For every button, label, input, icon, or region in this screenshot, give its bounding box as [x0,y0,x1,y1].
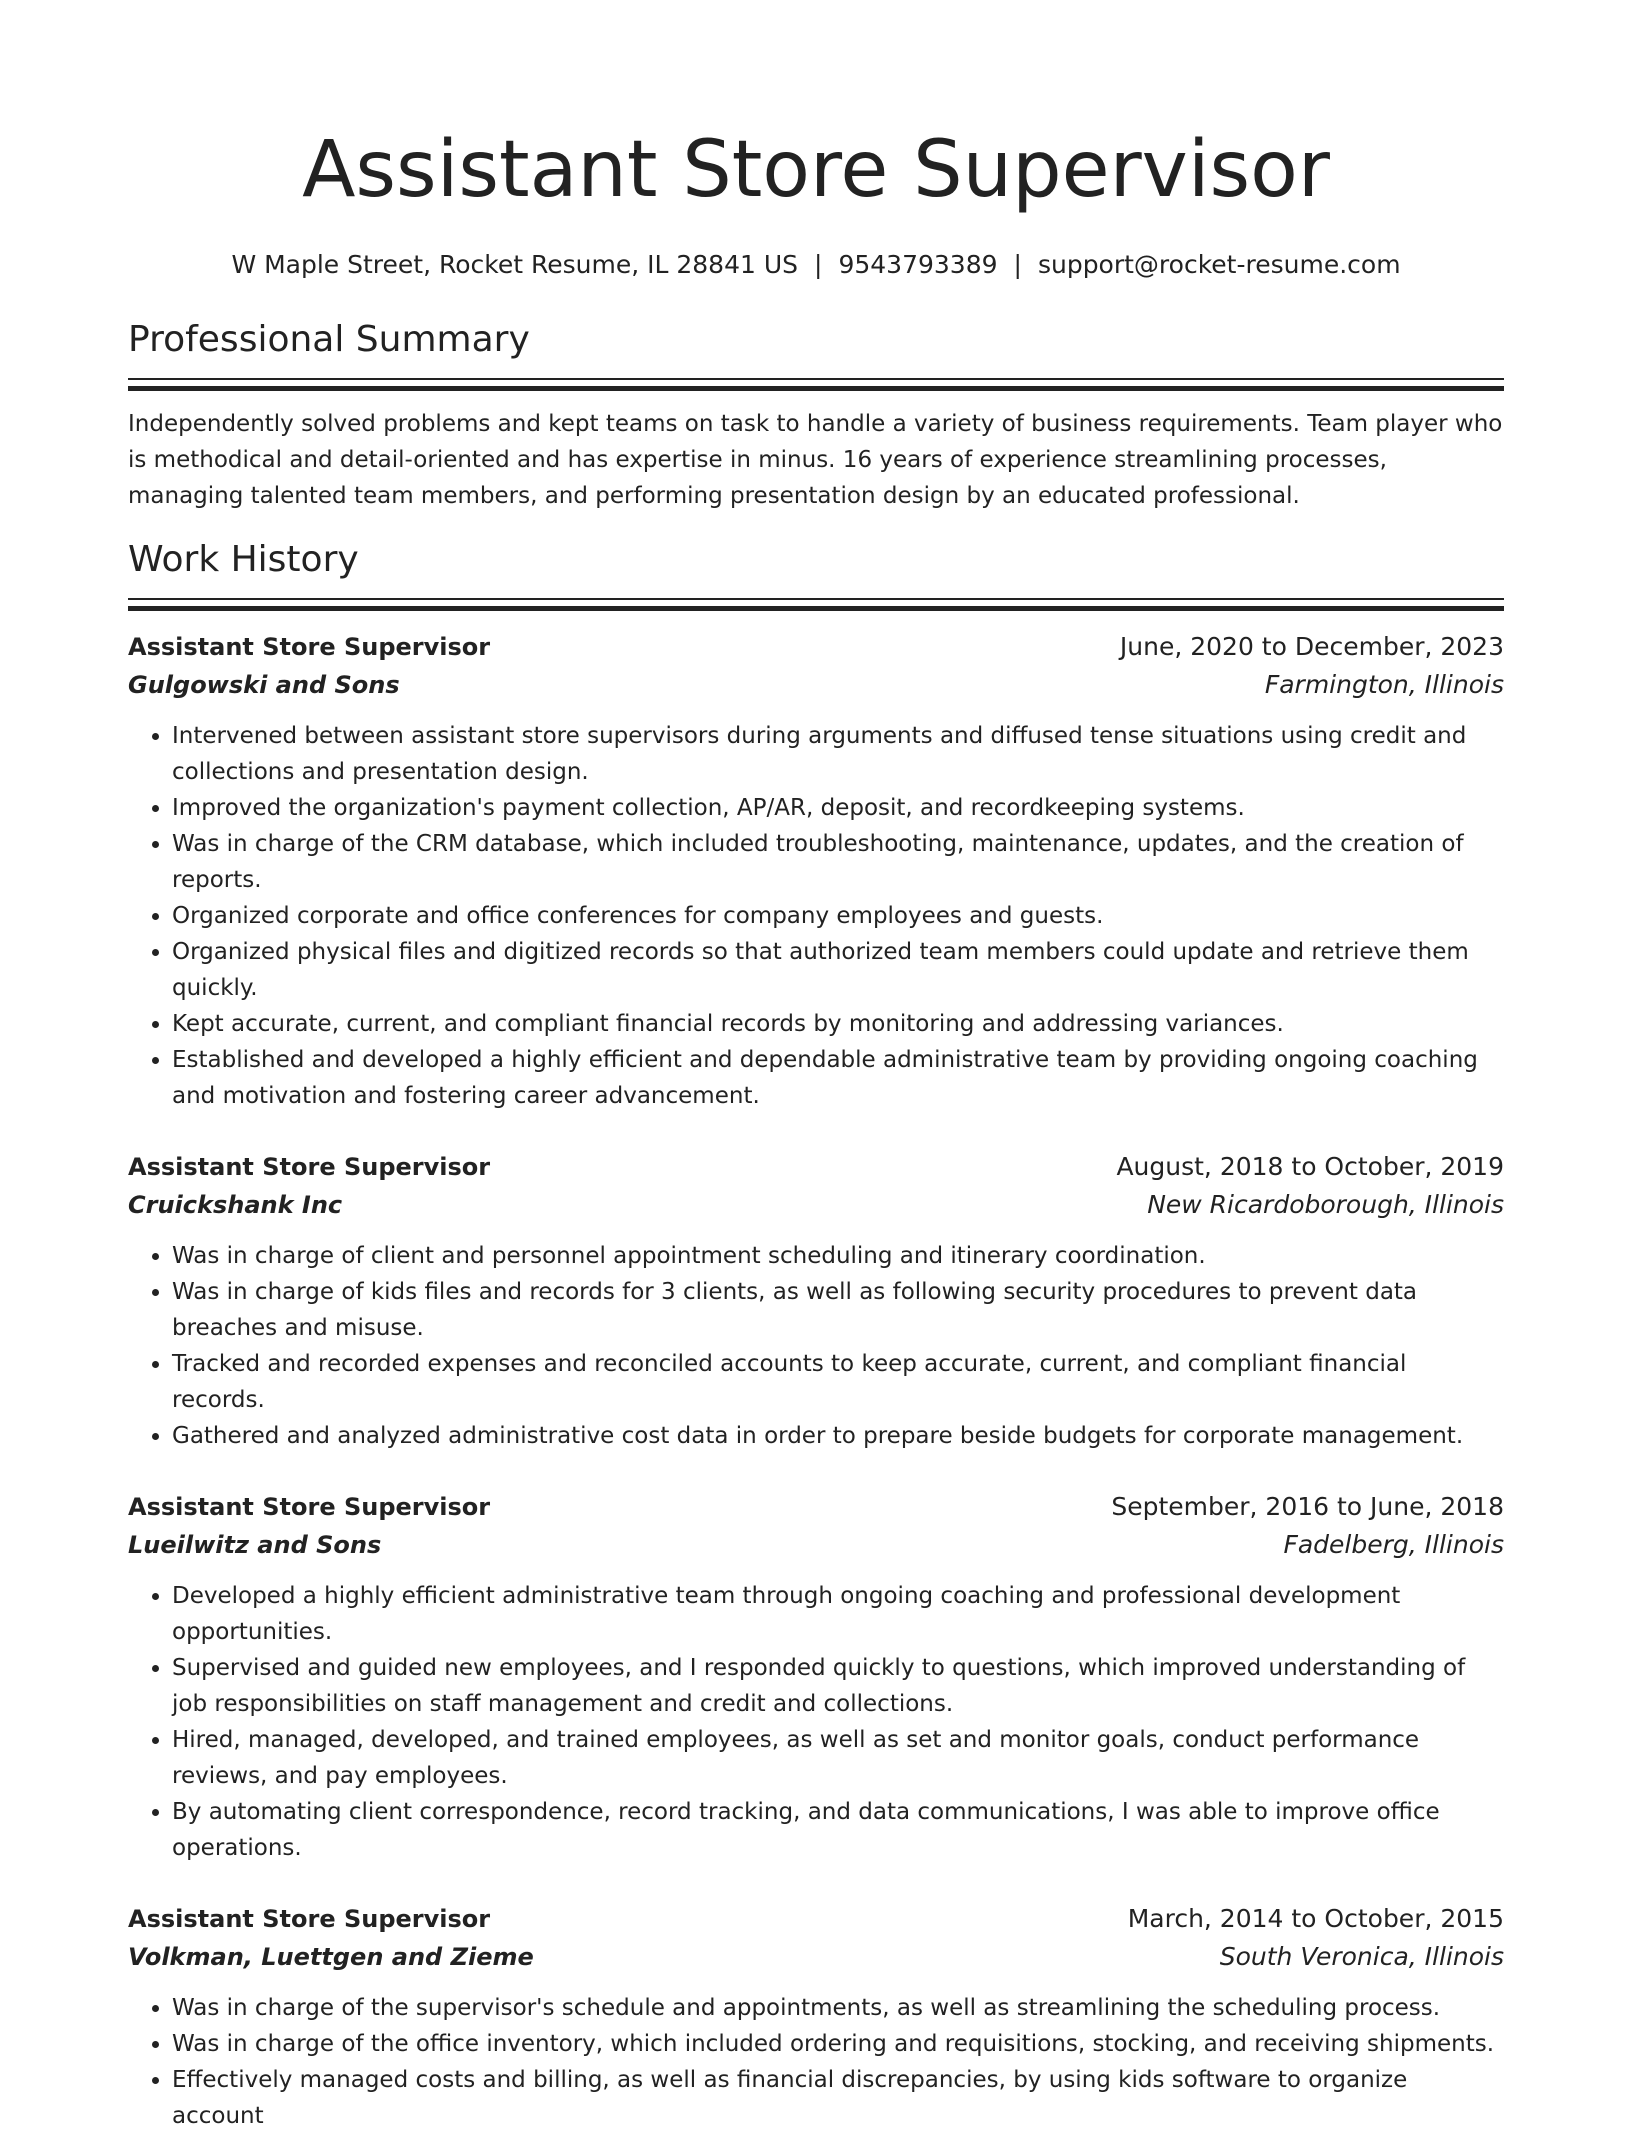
job-title: Assistant Store Supervisor [128,1905,491,1933]
contact-separator: | [1013,250,1022,279]
job-bullet: • Was in charge of the supervisor's schedule and appointments, as well as streamlining the scheduling process. [172,1990,1504,2026]
resume-name: Assistant Store Supervisor [302,125,1330,215]
job-company: Gulgowski and Sons [128,671,400,699]
job-bullet: • Intervened between assistant store supervisors during arguments and diffused tense situations using credit and collections and presentation design. [172,718,1504,790]
job-header-row [128,1488,1504,1526]
job-bullet: • Was in charge of the CRM database, which included troubleshooting, maintenance, updates, and the creation of reports. [172,826,1504,898]
job-bullet-list [128,1238,1504,1454]
job-entry [128,1488,1504,1866]
job-location: South Veronica, Illinois [1219,1942,1504,1971]
job-company-row [128,1938,1504,1976]
job-company-row [128,1186,1504,1224]
section-divider [128,598,1504,610]
job-bullet-list [128,1990,1504,2134]
job-bullet: • Effectively managed costs and billing, as well as financial discrepancies, by using kids software to organize account [172,2062,1504,2134]
job-bullet: • Was in charge of client and personnel appointment scheduling and itinerary coordination. [172,1238,1504,1274]
job-bullet: • Was in charge of the office inventory, which included ordering and requisitions, stocking, and receiving shipments. [172,2026,1504,2062]
job-bullet: • Organized physical files and digitized records so that authorized team members could update and retrieve them quickly. [172,934,1504,1006]
contact-separator: | [814,250,823,279]
job-bullet: • Gathered and analyzed administrative cost data in order to prepare beside budgets for corporate management. [172,1418,1504,1454]
job-company: Volkman, Luettgen and Zieme [128,1943,534,1971]
job-header-row [128,628,1504,666]
job-company-row [128,666,1504,704]
job-company: Cruickshank Inc [128,1191,343,1219]
job-bullet-list [128,718,1504,1114]
job-bullet: • Supervised and guided new employees, and I responded quickly to questions, which improved understanding of job responsibilities on staff management and credit and collections. [172,1650,1504,1722]
job-dates: June, 2020 to December, 2023 [1119,632,1504,661]
contact-address: W Maple Street, Rocket Resume, IL 28841 US [231,250,799,279]
summary-text: Independently solved problems and kept teams on task to handle a variety of business requirements. Team player who is methodical and detail-oriented and has expertise in minus. 16 years of experience streamlining processes, managing talented team members, and performing presentation design by an educated professional. [128,411,1503,509]
resume-page [128,0,1504,2134]
work-history-section [128,536,1504,2134]
job-bullet: • By automating client correspondence, record tracking, and data communications, I was able to improve office operations. [172,1794,1504,1866]
job-bullet: • Kept accurate, current, and compliant financial records by monitoring and addressing variances. [172,1006,1504,1042]
contact-line [128,248,1504,282]
job-bullet: • Developed a highly efficient administrative team through ongoing coaching and professional development opportunities. [172,1578,1504,1650]
job-bullet: • Tracked and recorded expenses and reconciled accounts to keep accurate, current, and compliant financial records. [172,1346,1504,1418]
job-bullet: • Was in charge of kids files and records for 3 clients, as well as following security procedures to prevent data breaches and misuse. [172,1274,1504,1346]
job-location: Fadelberg, Illinois [1283,1530,1504,1559]
job-company: Lueilwitz and Sons [128,1531,382,1559]
job-dates: September, 2016 to June, 2018 [1111,1492,1504,1521]
job-entry [128,628,1504,1114]
job-bullet: • Hired, managed, developed, and trained employees, as well as set and monitor goals, conduct performance reviews, and pay employees. [172,1722,1504,1794]
job-entry [128,1148,1504,1454]
job-dates: March, 2014 to October, 2015 [1127,1904,1504,1933]
section-title-summary: Professional Summary [128,319,530,360]
job-title: Assistant Store Supervisor [128,633,491,661]
contact-phone: 9543793389 [838,250,998,279]
job-bullet: • Improved the organization's payment collection, AP/AR, deposit, and recordkeeping systems. [172,790,1504,826]
job-bullet: • Established and developed a highly efficient and dependable administrative team by providing ongoing coaching and motivation and fostering career advancement. [172,1042,1504,1114]
job-header-row [128,1900,1504,1938]
job-location: New Ricardoborough, Illinois [1147,1190,1504,1219]
job-bullet-list [128,1578,1504,1866]
job-title: Assistant Store Supervisor [128,1153,491,1181]
contact-email: support@rocket-resume.com [1037,250,1401,279]
job-entry [128,1900,1504,2134]
summary-section [128,316,1504,514]
job-bullet: • Organized corporate and office conferences for company employees and guests. [172,898,1504,934]
job-title: Assistant Store Supervisor [128,1493,491,1521]
job-location: Farmington, Illinois [1264,670,1504,699]
job-company-row [128,1526,1504,1564]
section-divider [128,378,1504,390]
section-title-work-history: Work History [128,539,359,580]
job-dates: August, 2018 to October, 2019 [1116,1152,1504,1181]
job-header-row [128,1148,1504,1186]
